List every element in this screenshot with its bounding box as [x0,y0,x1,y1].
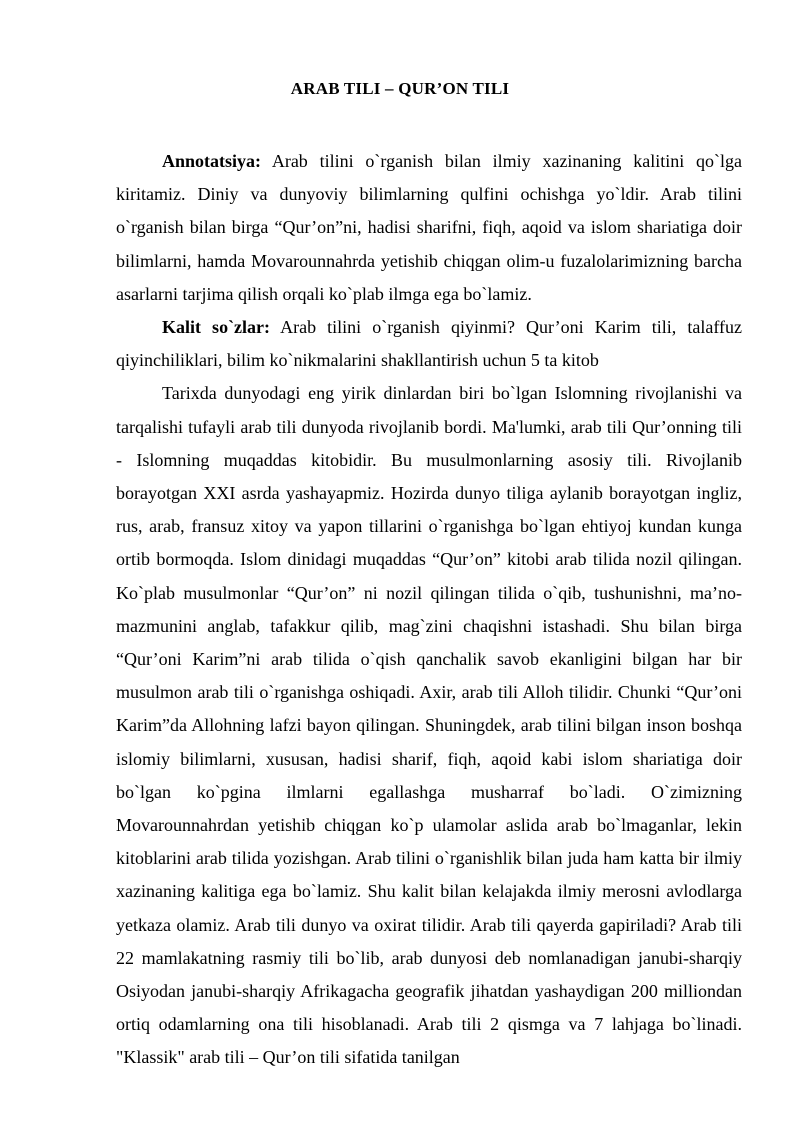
annotation-paragraph [116,145,742,311]
body-paragraph: Tarixda dunyodagi eng yirik dinlardan biri bo`lgan Islomning rivojlanishi va tarqalishi tufayli arab tili dunyoda rivojlanib bordi. Ma'lumki, arab tili Qur’onning tili - Islomning muqaddas kitobidir. Bu musulmonlarning asosiy tili. Rivojlanib borayotgan XXI asrda yashayapmiz. Hozirda dunyo tiliga aylanib borayotgan ingliz, rus, arab, fransuz xitoy va yapon tillarini o`rganishga bo`lgan ehtiyoj kundan kunga ortib bormoqda. Islom dinidagi muqaddas “Qur’on” kitobi arab tilida nozil qilingan. Ko`plab musulmonlar “Qur’on” ni nozil qilingan tilida o`qib, tushunishni, ma’no-mazmunini anglab, tafakkur qilib, mag`zini chaqishni istashadi. Shu bilan birga “Qur’oni Karim”ni arab tilida o`qish qanchalik savob ekanligini bilgan har bir musulmon arab tili o`rganishga oshiqadi. Axir, arab tili Alloh tilidir. Chunki “Qur’oni Karim”da Allohning lafzi bayon qilingan. Shuningdek, arab tilini bilgan inson boshqa islomiy bilimlarni, xususan, hadisi sharif, fiqh, aqoid kabi islom shariatiga doir bo`lgan ko`pgina ilmlarni egallashga musharraf bo`ladi. O`zimizning Movarounnahrdan yetishib chiqgan ko`p ulamolar aslida arab bo`lmaganlar, lekin kitoblarini arab tilida yozishgan. Arab tilini o`rganishlik bilan juda ham katta bir ilmiy xazinaning kalitiga ega bo`lamiz. Shu kalit bilan kelajakda ilmiy merosni avlodlarga yetkaza olamiz. Arab tili dunyo va oxirat tilidir. Arab tili qayerda gapiriladi? Arab tili 22 mamlakatning rasmiy tili bo`lib, arab dunyosi deb nomlanadigan janubi-sharqiy Osiyodan janubi-sharqiy Afrikagacha geografik jihatdan yashaydigan 200 milliondan ortiq odamlarning ona tili hisoblanadi. Arab tili 2 qismga va 7 lahjaga bo`linadi. "Klassik" arab tili – Qur’on tili sifatida tanilgan [116,383,742,1068]
page-title: ARAB TILI – QUR’ON TILI [290,79,510,98]
annotation-text: Arab tilini o`rganish bilan ilmiy xazinaning kalitini qo`lga kiritamiz. Diniy va dunyoviy bilimlarning qulfini ochishga yo`ldir. Arab tilini o`rganish bilan birga “Qur’on”ni, hadisi sharifni, fiqh, aqoid va islom shariatiga doir bilimlarni, hamda Movarounnahrda yetishib chiqgan olim-u fuzalolarimizning barcha asarlarni tarjima qilish orqali ko`plab ilmga ega bo`lamiz. [116,151,742,304]
document-body [116,145,742,1075]
annotation-label: Annotatsiya: [162,151,262,171]
keywords-text: Arab tilini o`rganish qiyinmi? Qur’oni Karim tili, talaffuz qiyinchiliklari, bilim ko`nikmalarini shakllantirish uchun 5 ta kitob [116,317,742,371]
keywords-label: Kalit so`zlar: [162,317,271,338]
keywords-paragraph [116,311,742,377]
